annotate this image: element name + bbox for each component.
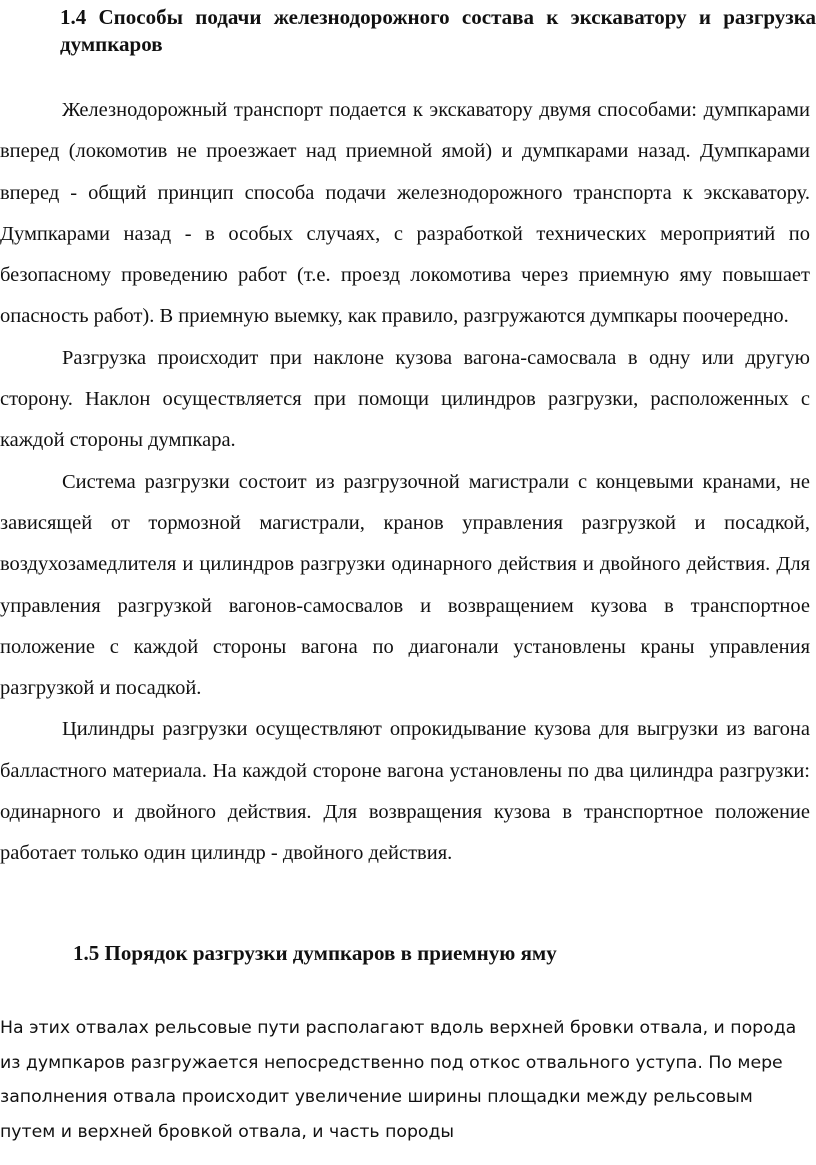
paragraph-unloading-system: Система разгрузки состоит из разгрузочной магистрали с концевыми кранами, не зависящей от тормозной магистрали, кранов управления разгрузкой и посадкой, воздухозамедлителя и цилиндров разгрузки одинарного действия и двойного действия. Для управления разгрузкой вагонов-самосвалов и возвращением кузова в транспортное положение с каждой стороны вагона по диагонали установлены краны управления разгрузкой и посадкой. [0,470,810,700]
paragraph-unloading-tilt: Разгрузка происходит при наклоне кузова вагона-самосвала в одну или другую сторону. Наклон осуществляется при помощи цилиндров разгрузки, расположенных с каждой стороны думпкара. [0,346,810,452]
paragraph-unloading-cylinders: Цилиндры разгрузки осуществляют опрокидывание кузова для выгрузки из вагона балластного материала. На каждой стороне вагона установлены по два цилиндра разгрузки: одинарного и двойного действия. Для возвращения кузова в транспортное положение работает только один цилиндр - двойного действия. [0,718,810,865]
section-1-4-heading: 1.4 Способы подачи железнодорожного состава к экскаватору и разгрузка думпкаров [60,5,816,56]
section-1-4-body [0,90,810,875]
section-1-5-paragraph: На этих отвалах рельсовые пути располагают вдоль верхней бровки отвала, и порода из думпкаров разгружается непосредственно под откос отвального уступа. По мере заполнения отвала происходит увеличение ширины площадки между рельсовым путем и верхней бровкой отвала, и часть породы [0,1018,797,1143]
section-1-5-heading: 1.5 Порядок разгрузки думпкаров в приемную яму [73,941,557,965]
paragraph-railway-transport: Железнодорожный транспорт подается к экскаватору двумя способами: думпкарами вперед (локомотив не проезжает над приемной ямой) и думпкарами назад. Думпкарами вперед - общий принцип способа подачи железнодорожного транспорта к экскаватору. Думпкарами назад - в особых случаях, с разработкой технических мероприятий по безопасному проведению работ (т.е. проезд локомотива через приемную яму повышает опасность работ). В приемную выемку, как правило, разгружаются думпкары поочередно. [0,99,810,328]
